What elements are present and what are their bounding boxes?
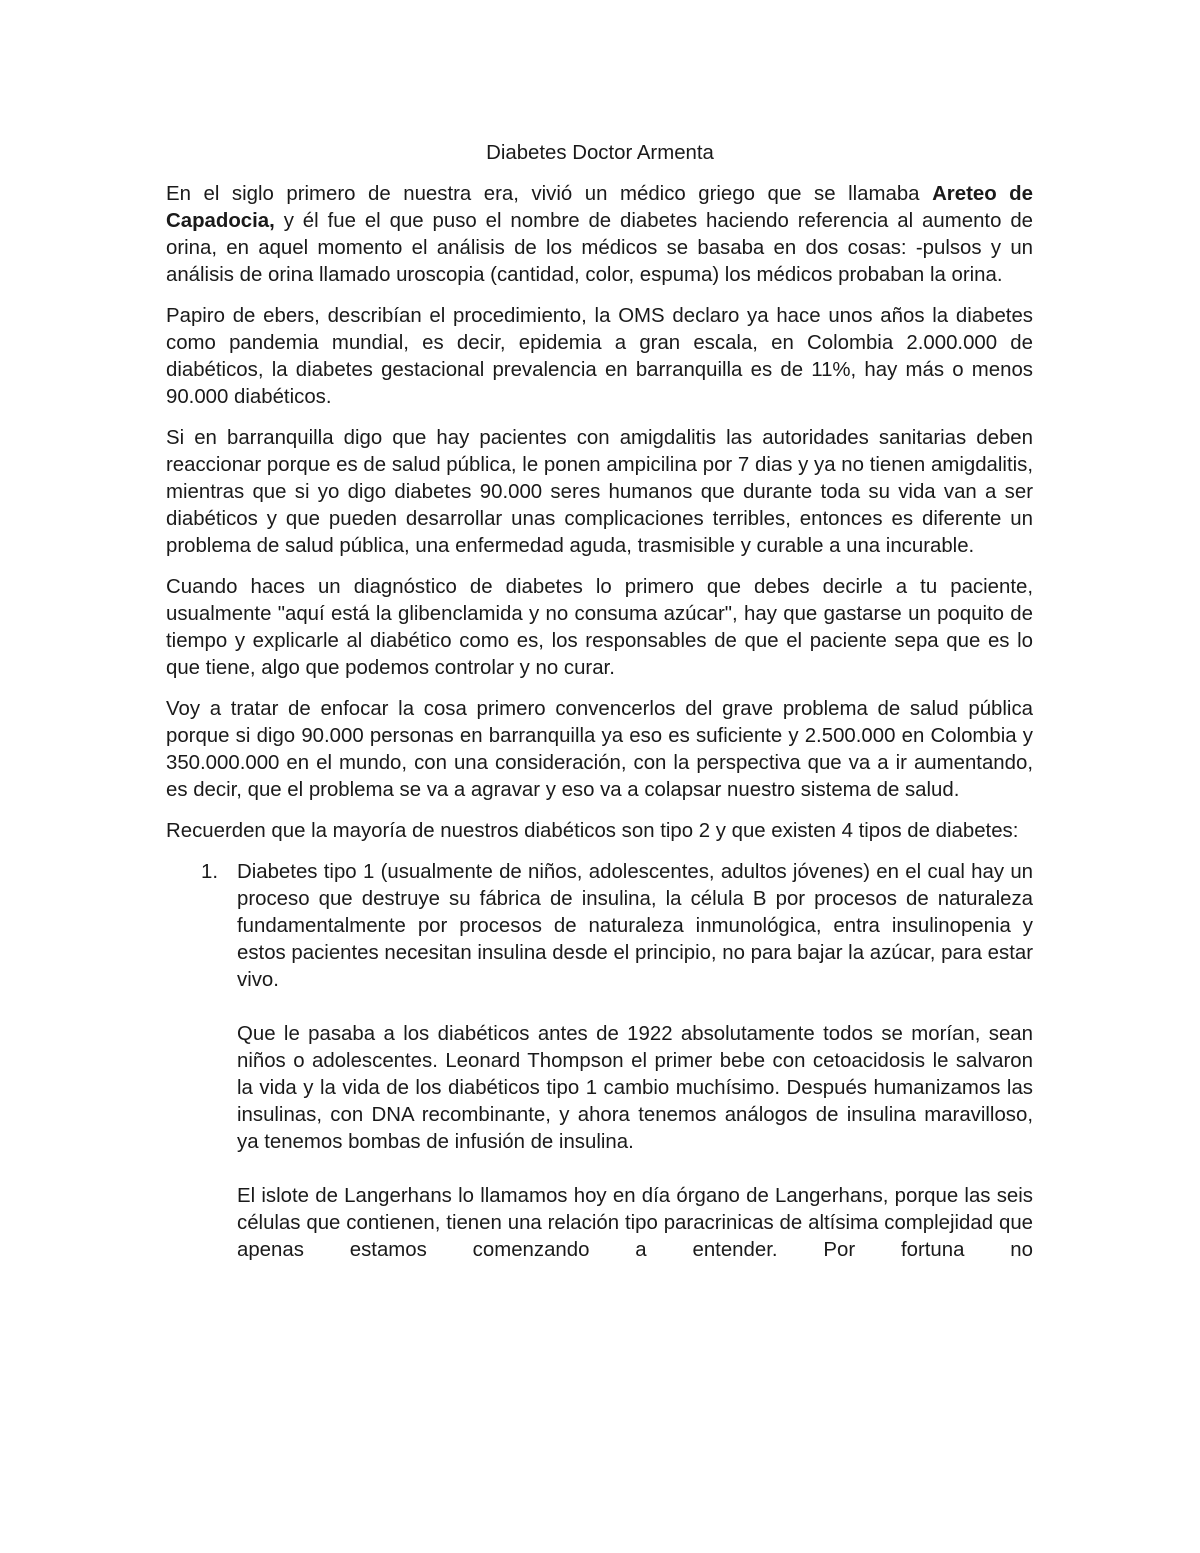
paragraph-text: y él fue el que puso el nombre de diabetes haciendo referencia al aumento de orina, en aquel momento el análisis de los médicos se basaba en dos cosas: -pulsos y un análisis de orina llamado uroscopia (cantidad, color, espuma) los médicos probaban la orina. bbox=[166, 210, 1033, 286]
list-item bbox=[166, 859, 1033, 1264]
paragraph-tipos: Recuerden que la mayoría de nuestros diabéticos son tipo 2 y que existen 4 tipos de diabetes: bbox=[166, 820, 1019, 842]
paragraph-salud-publica: Voy a tratar de enfocar la cosa primero convencerlos del grave problema de salud pública porque si digo 90.000 personas en barranquilla ya eso es suficiente y 2.500.000 en Colombia y 350.000.000 en el mundo, con una consideración, con la perspectiva que va a ir aumentando, es decir, que el problema se va a agravar y eso va a colapsar nuestro sistema de salud. bbox=[166, 698, 1033, 801]
paragraph-text: En el siglo primero de nuestra era, vivió un médico griego que se llamaba bbox=[166, 183, 933, 205]
paragraph-diagnostico: Cuando haces un diagnóstico de diabetes lo primero que debes decirle a tu paciente, usualmente "aquí está la glibenclamida y no consuma azúcar", hay que gastarse un poquito de tiempo y explicarle al diabético como es, los responsables de que el paciente sepa que es lo que tiene, algo que podemos controlar y no curar. bbox=[166, 576, 1033, 679]
paragraph-papiro: Papiro de ebers, describían el procedimiento, la OMS declaro ya hace unos años la diabetes como pandemia mundial, es decir, epidemia a gran escala, en Colombia 2.000.000 de diabéticos, la diabetes gestacional prevalencia en barranquilla es de 11%, hay más o menos 90.000 diabéticos. bbox=[166, 305, 1033, 408]
paragraph-barranquilla: Si en barranquilla digo que hay pacientes con amigdalitis las autoridades sanitarias deben reaccionar porque es de salud pública, le ponen ampicilina por 7 dias y ya no tienen amigdalitis, mientras que si yo digo diabetes 90.000 seres humanos que durante toda su vida van a ser diabéticos y que pueden desarrollar unas complicaciones terribles, entonces es diferente un problema de salud pública, una enfermedad aguda, trasmisible y curable a una incurable. bbox=[166, 427, 1033, 557]
list-item-number: 1. bbox=[201, 861, 219, 883]
list-paragraph-tipo-1: Diabetes tipo 1 (usualmente de niños, adolescentes, adultos jóvenes) en el cual hay un proceso que destruye su fábrica de insulina, la célula B por procesos de naturaleza fundamentalmente por procesos de naturaleza inmunológica, entra insulinopenia y estos pacientes necesitan insulina desde el principio, no para bajar la azúcar, para estar vivo. bbox=[237, 861, 1033, 991]
bold-name-areteo: Areteo de Capadocia, bbox=[166, 183, 1033, 232]
list-paragraph-langerhans: El islote de Langerhans lo llamamos hoy en día órgano de Langerhans, porque las seis células que contienen, tienen una relación tipo paracrinicas de altísima complejidad que apenas estamos comenzando a entender. Por fortuna no bbox=[237, 1185, 1033, 1261]
document-title: Diabetes Doctor Armenta bbox=[486, 142, 714, 164]
document-body bbox=[166, 181, 1033, 1291]
diabetes-types-list bbox=[166, 859, 1033, 1264]
paragraph-areteo bbox=[166, 181, 1033, 289]
list-paragraph-1922: Que le pasaba a los diabéticos antes de 1922 absolutamente todos se morían, sean niños o adolescentes. Leonard Thompson el primer bebe con cetoacidosis le salvaron la vida y la vida de los diabéticos tipo 1 cambio muchísimo. Después humanizamos las insulinas, con DNA recombinante, y ahora tenemos análogos de insulina maravilloso, ya tenemos bombas de infusión de insulina. bbox=[237, 1023, 1033, 1153]
